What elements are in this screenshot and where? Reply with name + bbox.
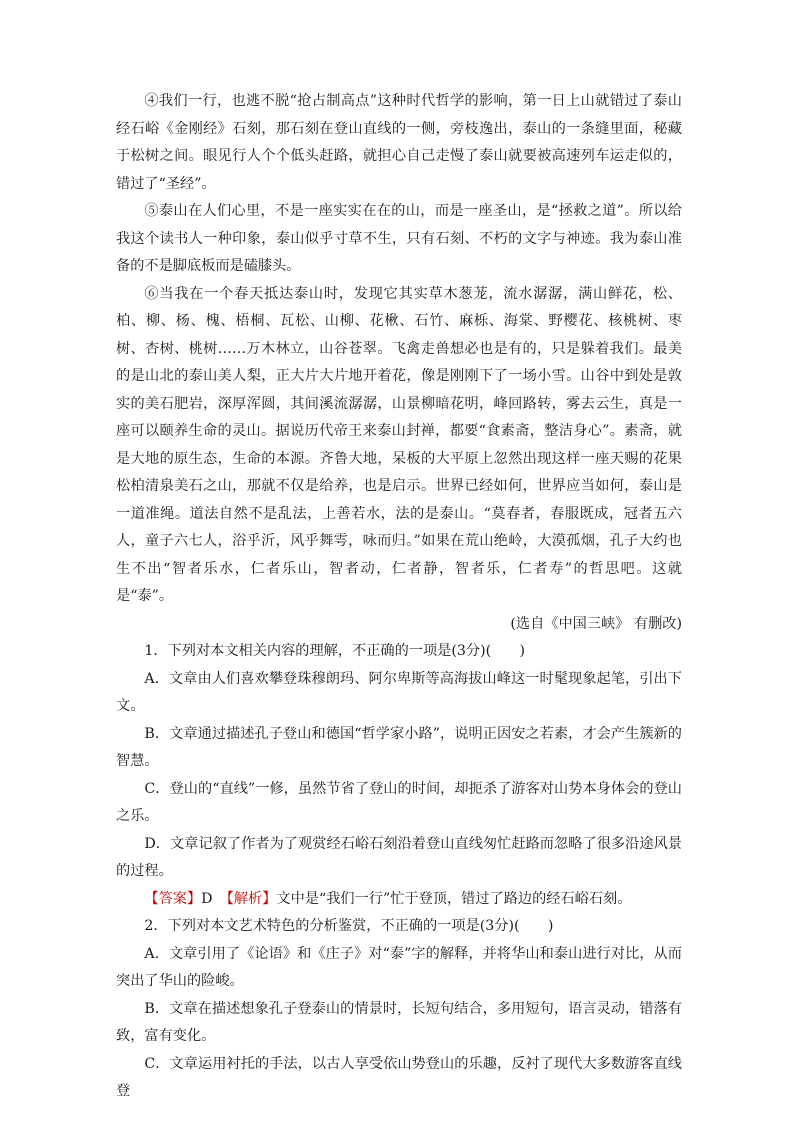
paragraph-6: ⑥当我在一个春天抵达泰山时，发现它其实草木葱茏，流水潺潺，满山鲜花，松、柏、柳、杨、槐、梧桐、瓦松、山柳、花楸、石竹、麻栎、海棠、野樱花、核桃树、枣树、杏树、桃树……万木林立，山谷苍翠。飞禽走兽想必也是有的，只是躲着我们。最美的是山北的泰山美人梨，正大片大片地开着花，像是刚刚下了一场小雪。山谷中到处是敦实的美石肥岩，深厚浑圆，其间溪流潺潺，山景柳暗花明，峰回路转，雾去云生，真是一座可以颐养生命的灵山。据说历代帝王来泰山封禅，都要“食素斋，整洁身心”。素斋，就是大地的原生态，生命的本源。齐鲁大地，呆板的大平原上忽然出现这样一座天赐的花果松柏清泉美石之山，那就不仅是给养，也是启示。世界已经如何，世界应当如何，泰山是一道准绳。道法自然不是乱法，上善若水，法的是泰山。“莫春者，春服既成，冠者五六人，童子六七人，浴乎沂，风乎舞雩，咏而归。”如果在荒山绝岭，大漠孤烟，孔子大约也生不出“智者乐水，仁者乐山，智者动，仁者静，智者乐，仁者寿”的哲思吧。这就是“泰”。 (116, 285, 682, 604)
analysis-label: 【解析】 (226, 890, 277, 907)
question-2-option-c: C．文章运用衬托的手法，以古人享受依山势登山的乐趣，反衬了现代大多数游客直线登 (116, 1055, 682, 1099)
analysis-text: 文中是“我们一行”忙于登顶，错过了路边的经石峪石刻。 (276, 890, 632, 907)
answer-label: 【答案】 (144, 890, 202, 907)
paragraph-4: ④我们一行，也逃不脱“抢占制高点”这种时代哲学的影响，第一日上山就错过了泰山经石峪《金刚经》石刻，那石刻在登山直线的一侧，旁枝逸出，泰山的一条缝里面，秘藏于松树之间。眼见行人个个低头赶路，就担心自己走慢了泰山就要被高速列车运走似的，错过了“圣经”。 (116, 93, 682, 192)
question-1-stem: 1．下列对本文相关内容的理解，不正确的一项是(3分)( ) (144, 643, 526, 659)
question-1-answer (116, 886, 682, 914)
question-1-option-a: A．文章由人们喜欢攀登珠穆朗玛、阿尔卑斯等高海拔山峰这一时髦现象起笔，引出下文。 (116, 670, 682, 714)
question-2-option-b: B．文章在描述想象孔子登泰山的情景时，长短句结合，多用短句，语言灵动，错落有致，富有变化。 (116, 1000, 682, 1044)
question-2-option-a: A．文章引用了《论语》和《庄子》对“泰”字的解释，并将华山和泰山进行对比，从而突出了华山的险峻。 (116, 945, 682, 989)
question-1-option-d: D．文章记叙了作者为了观赏经石峪石刻沿着登山直线匆忙赶路而忽略了很多沿途风景的过程。 (116, 835, 682, 879)
question-1-option-b: B．文章通过描述孔子登山和德国“哲学家小路”，说明正因安之若素，才会产生簇新的智慧。 (116, 725, 682, 769)
question-1-option-c: C．登山的“直线”一修，虽然节省了登山的时间，却扼杀了游客对山势本身体会的登山之乐。 (116, 780, 682, 824)
question-2-stem: 2．下列对本文艺术特色的分析鉴赏，不正确的一项是(3分)( ) (144, 918, 554, 934)
answer-value: D (201, 890, 227, 907)
document-page (116, 88, 682, 1106)
paragraph-5: ⑤泰山在人们心里，不是一座实实在在的山，而是一座圣山，是“拯救之道”。所以给我这个读书人一种印象，泰山似乎寸草不生，只有石刻、不朽的文字与神迹。我为泰山准备的不是脚底板而是磕膝头。 (116, 203, 682, 274)
source-citation: (选自《中国三峡》 有删改) (510, 615, 682, 632)
